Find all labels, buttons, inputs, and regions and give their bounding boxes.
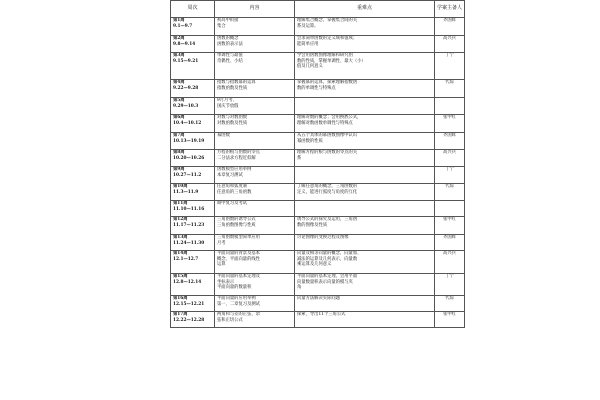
content-line: 三角函数的诱导公式 [217,217,256,222]
week-label: 第2周 [173,36,185,41]
focus-line: 减法的运算及几何表示，向量数 [297,256,358,262]
content-line: 函数的表示法 [217,41,243,47]
content-cell [215,115,295,133]
focus-cell [295,201,435,217]
person-cell: 张中红 [435,217,465,235]
content-cell [215,80,295,98]
week-dates: 11.24—11.30 [173,240,205,246]
focus-cell [295,150,435,167]
person-cell: 丁宁 [435,53,465,80]
content-cell [215,296,295,312]
focus-cell [295,167,435,184]
table-row [171,274,465,296]
table-row [171,80,465,98]
week-label: 第16周 [173,296,188,301]
focus-line: 向量及相等向量的概念，向量加、 [297,251,362,256]
person-cell: 齐国辉 [435,133,465,150]
focus-line: 向量数量积表示向量的模与夹 [297,279,353,285]
week-cell [171,296,215,312]
week-cell [171,201,215,217]
content-line: 平面向量的应用举例 [217,296,256,301]
focus-cell [295,18,435,36]
content-line: 对数函数及性质 [217,120,248,126]
content-line: 二分法求方程近似解 [217,155,256,161]
focus-line: 定义，能进行弧度与角度的互化 [297,189,358,195]
focus-cell [295,53,435,80]
person-cell: 张中红 [435,115,465,133]
week-label: 第14周 [173,251,188,256]
week-label: 第11周 [173,201,188,206]
content-line: 任意角和弧度制 [217,184,248,189]
week-cell [171,115,215,133]
focus-cell [295,184,435,201]
week-cell [171,18,215,36]
week-label: 第6周 [173,115,185,120]
schedule-table [170,0,465,328]
content-line: 平面向量的背景及基本 [217,251,260,256]
content-line: 集合 [217,23,226,29]
focus-line: 理解集合概念，掌握集合间的关 [297,18,358,23]
week-label: 第12周 [173,217,188,222]
content-line: 期中复习及考试 [217,201,248,206]
week-cell [171,274,215,296]
week-label: 第15周 [173,274,188,279]
focus-cell [295,133,435,150]
person-cell [435,201,465,217]
content-line: 任意角的三角函数 [217,189,252,195]
content-cell [215,184,295,201]
person-cell: 齐国辉 [435,235,465,251]
focus-line: 探索、导出11个三角公式 [297,312,346,317]
table-row [171,201,465,217]
focus-line: 会求简单函数的定义域和值域； [297,36,358,41]
person-cell: 高兴兵 [435,36,465,53]
content-line: 指数与指数幂的运算 [217,80,256,85]
table-row [171,184,465,201]
content-line: 初高中衔接 [217,18,239,23]
person-cell: 高兴兵 [435,150,465,167]
week-cell [171,80,215,98]
content-line: 平面向量的基本定理及 [217,274,260,279]
focus-line: 从五个具体的幂函数图像中认识 [297,133,358,138]
week-cell [171,36,215,53]
table-row [171,36,465,53]
table-row [171,115,465,133]
content-line: 函数的概念 [217,36,239,41]
focus-line: 乘运算及几何意义 [297,262,332,268]
table-row [171,53,465,80]
focus-line: 理解对数函数单调性与特殊点 [297,120,353,126]
focus-cell [295,80,435,98]
focus-line: 值及几何意义 [297,64,323,70]
week-cell [171,167,215,184]
content-cell [215,18,295,36]
focus-line: 诱导公式的探究及运用，三角函 [297,217,358,222]
content-line: 国庆节放假 [217,103,239,109]
week-dates: 9.15—9.21 [173,58,199,64]
week-dates: 12.15—12.21 [173,301,205,307]
header-focus: 重难点 [295,1,435,18]
focus-line: 数的图像及性质 [297,222,328,228]
content-cell [215,53,295,80]
content-cell [215,36,295,53]
week-cell [171,312,215,328]
content-line: 对数与对数函数 [217,115,248,120]
focus-line: 幂函数的性质 [297,138,323,144]
table-row [171,296,465,312]
focus-cell [295,98,435,115]
table-row [171,98,465,115]
focus-cell [295,115,435,133]
focus-line: 角 [297,285,302,291]
week-dates: 10.13—19.19 [173,138,205,144]
content-line: 奇偶性、小结 [217,58,243,64]
week-dates: 11.10—11.16 [173,206,205,212]
week-label: 第10周 [173,184,188,189]
focus-line: 理解方程的根与函数的零点的关 [297,150,358,155]
week-dates: 12.22—12.28 [173,317,205,323]
content-cell [215,251,295,274]
week-dates: 9.8—9.14 [173,41,196,47]
week-label: 第5周 [173,98,185,103]
focus-line: 掌握幂的运算，探索理解指数函 [297,80,358,85]
header-person: 学案主备人 [435,1,465,18]
focus-cell [295,217,435,235]
focus-cell [295,251,435,274]
week-cell [171,184,215,201]
focus-line: 数的性质，掌握单调性、最大（小） [297,58,366,64]
week-label: 第9周 [173,167,185,172]
person-cell: 代琼 [435,80,465,98]
content-line: 本章复习测试 [217,172,243,178]
content-cell [215,167,295,184]
week-label: 第3周 [173,53,185,58]
content-line: 平面向量的数量积 [217,285,252,291]
focus-line: 向量方法解决实际问题 [297,296,340,301]
content-line: 单调性与最值 [217,53,243,58]
focus-line: 平面向量的基本定理，会用平面 [297,274,358,279]
focus-cell [295,312,435,328]
week-cell [171,150,215,167]
table-body [171,18,465,328]
focus-line: 系 [297,155,302,161]
content-line: 指数函数及性质 [217,85,248,91]
content-line: 第一、二章复习及测试 [217,301,260,307]
person-cell: 代琼 [435,296,465,312]
week-dates: 9.29—10.3 [173,103,199,109]
header-week: 周次 [171,1,215,18]
content-cell [215,133,295,150]
week-dates: 11.17—11.23 [173,222,205,228]
focus-line: 数的单调性与特殊点 [297,85,336,91]
table-row [171,150,465,167]
content-line: 概念、平面向量的线性 [217,256,260,262]
week-cell [171,251,215,274]
content-line: 月考 [217,240,226,246]
person-cell [435,98,465,115]
week-label: 第4周 [173,80,185,85]
focus-cell [295,235,435,251]
week-label: 第8周 [173,150,185,155]
week-dates: 9.22—9.28 [173,85,199,91]
week-dates: 10.27—11.2 [173,172,202,178]
content-line: 三角函数图像与性质 [217,222,256,228]
person-cell: 高兴兵 [435,251,465,274]
week-dates: 11.3—11.9 [173,189,199,195]
content-line: 弦和正切公式 [217,317,243,323]
focus-line: 系及运算。 [297,23,319,29]
table-row [171,251,465,274]
person-cell: 代琼 [435,184,465,201]
table-row [171,235,465,251]
focus-line: 理解对数的概念；会用换底公式， [297,115,362,120]
week-cell [171,217,215,235]
content-cell [215,150,295,167]
week-label: 第7周 [173,133,185,138]
content-cell [215,217,295,235]
content-line: 运算 [217,262,226,268]
table-row [171,133,465,150]
table-row [171,167,465,184]
content-cell [215,201,295,217]
header-content: 内容 [215,1,295,18]
week-dates: 12.8—12.14 [173,279,202,285]
week-label: 第17周 [173,312,188,317]
week-cell [171,98,215,115]
content-line: 两角和与差的正弦、余 [217,312,260,317]
focus-line: 了解任意角的概念，三角函数的 [297,184,358,189]
content-cell [215,312,295,328]
week-dates: 9.1—9.7 [173,23,193,29]
focus-line: 学会用函数图像理解和研究函 [297,53,353,58]
focus-line: 讨论图像的变换过程及图像 [297,235,349,240]
week-cell [171,53,215,80]
content-line: 坐标表示 [217,279,235,285]
content-line: 三角函数模型简单应用 [217,235,260,240]
content-line: 函数模型应用举例 [217,167,252,172]
week-cell [171,235,215,251]
person-cell: 齐国辉 [435,18,465,36]
table-row [171,18,465,36]
week-cell [171,133,215,150]
week-dates: 12.1—12.7 [173,256,199,262]
focus-line: 能简单应用 [297,41,319,47]
content-cell [215,274,295,296]
content-cell [215,235,295,251]
week-dates: 10.20—10.26 [173,155,205,161]
focus-cell [295,274,435,296]
table-row [171,217,465,235]
focus-cell [295,296,435,312]
person-cell: 丁宁 [435,167,465,184]
content-line: 9月月考、 [217,98,237,103]
week-label: 第13周 [173,235,188,240]
week-label: 第1周 [173,18,185,23]
header-row [171,1,465,18]
person-cell: 张中红 [435,312,465,328]
week-dates: 10.4—10.12 [173,120,202,126]
content-line: 幂函数 [217,133,230,138]
content-cell [215,98,295,115]
focus-cell [295,36,435,53]
table-row [171,312,465,328]
person-cell: 丁宁 [435,274,465,296]
content-line: 方程的根与函数的零点 [217,150,260,155]
